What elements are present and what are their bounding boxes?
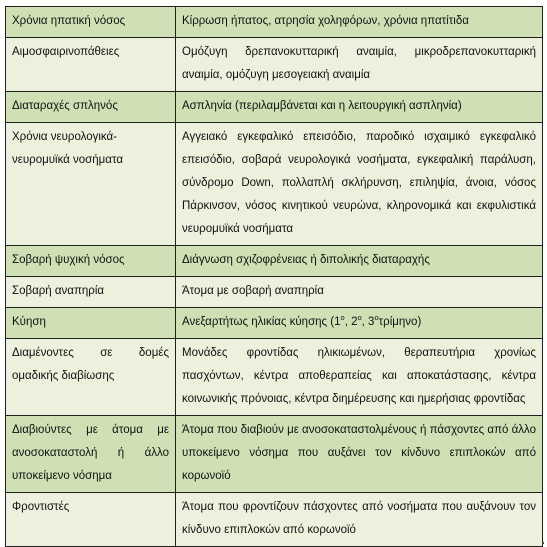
category-cell: Αιμοσφαιρινοπάθειες bbox=[6, 38, 176, 92]
table-row bbox=[6, 277, 543, 308]
description-cell: Αγγειακό εγκεφαλικό επεισόδιο, παροδικό ισχαιμικό εγκεφαλικό επεισόδιο, σοβαρά νευρολογικά νοσήματα, εγκεφαλική παράλυση, σύνδρομο Down, πολλαπλή σκλήρυνση, επιληψία, άνοια, νόσος Πάρκινσον, νόσος κινητικού νευρώνα, κληρονομικά και εκφυλιστικά νευρομυϊκά νοσήματα bbox=[176, 123, 543, 246]
table-row bbox=[6, 7, 543, 38]
risk-groups-table bbox=[5, 6, 543, 547]
category-cell: Φροντιστές bbox=[6, 493, 176, 547]
description-cell: Μονάδες φροντίδας ηλικιωμένων, θεραπευτήρια χρονίως πασχόντων, κέντρα αποθεραπείας και αποκατάστασης, κέντρα κοινωνικής πρόνοιας, κέντρα διημέρευσης και ημερήσιας φροντίδας bbox=[176, 339, 543, 416]
corner-mark bbox=[542, 542, 544, 544]
ordinal-sup: ο bbox=[374, 313, 379, 323]
table-row bbox=[6, 416, 543, 493]
trimester-text: , 2 bbox=[344, 316, 358, 328]
category-cell: Διαμένοντες σε δομές ομαδικής διαβίωσης bbox=[6, 339, 176, 416]
table-row bbox=[6, 38, 543, 92]
description-cell: Ασπληνία (περιλαμβάνεται και η λειτουργική ασπληνία) bbox=[176, 92, 543, 123]
category-cell: Διαβιούντες με άτομα με ανοσοκαταστολή ή άλλο υποκείμενο νόσημα bbox=[6, 416, 176, 493]
description-cell: Κίρρωση ήπατος, ατρησία χοληφόρων, χρόνια ηπατίτιδα bbox=[176, 7, 543, 38]
ordinal-sup: ο bbox=[340, 313, 345, 323]
table-row bbox=[6, 308, 543, 339]
description-cell bbox=[176, 308, 543, 339]
trimester-text: Ανεξαρτήτως ηλικίας κύησης (1 bbox=[182, 316, 341, 328]
category-cell: Χρόνια νευρολογικά-νευρομυϊκά νοσήματα bbox=[6, 123, 176, 246]
ordinal-sup: ο bbox=[357, 313, 362, 323]
table-row bbox=[6, 92, 543, 123]
table-row bbox=[6, 493, 543, 547]
trimester-text: , 3 bbox=[361, 316, 375, 328]
description-cell: Άτομα που φροντίζουν πάσχοντες από νοσήματα που αυξάνουν τον κίνδυνο επιπλοκών από κορωνοϊό bbox=[176, 493, 543, 547]
category-cell: Σοβαρή ψυχική νόσος bbox=[6, 246, 176, 277]
category-cell: Σοβαρή αναπηρία bbox=[6, 277, 176, 308]
table-row bbox=[6, 339, 543, 416]
category-cell: Διαταραχές σπληνός bbox=[6, 92, 176, 123]
category-cell: Χρόνια ηπατική νόσος bbox=[6, 7, 176, 38]
table-row bbox=[6, 123, 543, 246]
description-cell: Άτομα με σοβαρή αναπηρία bbox=[176, 277, 543, 308]
description-cell: Άτομα που διαβιούν με ανοσοκαταστολμένους ή πάσχοντες από άλλο υποκείμενο νόσημα που αυξάνει τον κίνδυνο επιπλοκών από κορωνοϊό bbox=[176, 416, 543, 493]
category-cell: Κύηση bbox=[6, 308, 176, 339]
table-row bbox=[6, 246, 543, 277]
description-cell: Διάγνωση σχιζοφρένειας ή διπολικής διαταραχής bbox=[176, 246, 543, 277]
description-cell: Ομόζυγη δρεπανοκυτταρική αναιμία, μικροδρεπανοκυτταρική αναιμία, ομόζυγη μεσογειακή αναιμία bbox=[176, 38, 543, 92]
trimester-text: τρίμηνο) bbox=[378, 316, 422, 328]
